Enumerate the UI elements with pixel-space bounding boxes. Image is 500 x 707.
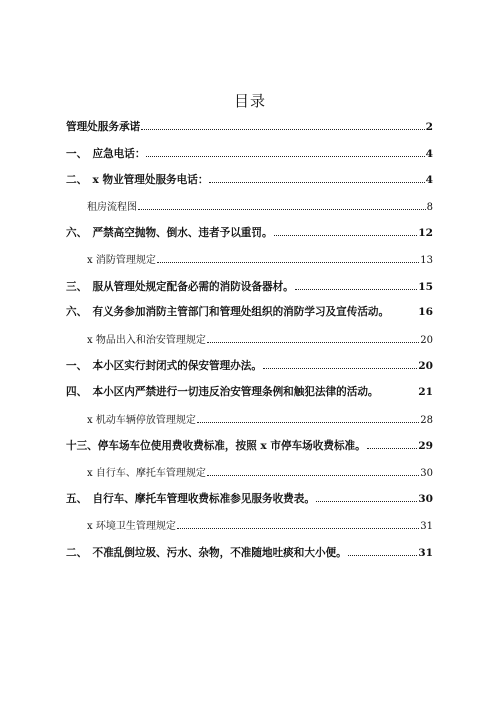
toc-page-number: 31 [418,546,433,559]
page-title: 目录 [233,92,266,110]
toc-entry[interactable] [66,411,433,438]
toc-entry-title: x 机动车辆停放管理规定 [87,414,196,426]
toc-page-number: 12 [418,227,433,240]
toc-entry-title: 四、 本小区内严禁进行一切违反治安管理条例和触犯法律的活动。 [66,385,379,398]
toc-entry[interactable] [66,437,433,464]
toc-entry[interactable] [66,278,433,305]
toc-entry[interactable] [66,145,433,172]
toc-entry[interactable] [66,464,433,491]
toc-leader-dots [390,304,417,315]
toc-page-number: 20 [420,334,433,346]
toc-leader-dots [316,490,417,502]
toc-leader-dots [141,118,424,130]
toc-entry[interactable] [66,304,433,331]
toc-leader-dots [177,517,419,529]
toc-entry-title: x 环境卫生管理规定 [87,520,176,532]
toc-entry[interactable] [66,251,433,278]
toc-entry-title: 三、 服从管理处规定配备必需的消防设备器材。 [66,280,294,293]
toc-page-number: 29 [418,440,433,453]
toc-entry-title: 租房流程图 [87,201,137,213]
toc-entry[interactable] [66,357,433,384]
toc-entry-title: 十三、停车场车位使用费收费标准，按照 x 市停车场收费标准。 [66,440,366,453]
toc-leader-dots [367,437,418,449]
toc-page-number: 21 [418,385,433,398]
toc-entry[interactable] [66,331,433,358]
toc-entry[interactable] [66,490,433,517]
toc-leader-dots [263,357,417,369]
toc-entry[interactable] [66,224,433,251]
toc-entry-title: x 消防管理规定 [87,254,156,266]
toc-entry-title: 一、 应急电话： [66,147,146,160]
toc-leader-dots [209,171,424,183]
toc-page-number: 4 [425,174,433,187]
toc-entry[interactable] [66,198,433,225]
toc-entry-title: x 自行车、摩托车管理规定 [87,467,206,479]
toc-page-number: 28 [420,414,433,426]
toc-page-number: 2 [425,121,433,133]
toc-entry-title: 二、 不准乱倒垃圾、污水、杂物，不准随地吐痰和大小便。 [66,546,347,559]
toc-entry-title: x 物品出入和治安管理规定 [87,334,206,346]
toc-entry-title: 管理处服务承诺 [66,121,141,133]
toc-entry-title: 六、 严禁高空抛物、倒水、违者予以重罚。 [66,227,273,240]
toc-entry[interactable] [66,384,433,411]
toc-page-number: 31 [420,520,433,532]
table-of-contents [66,118,433,570]
toc-page-number: 30 [418,493,433,506]
toc-leader-dots [146,145,424,157]
toc-leader-dots [380,384,418,395]
toc-leader-dots [157,251,419,263]
toc-page-number: 4 [425,147,433,160]
toc-entry[interactable] [66,544,433,571]
toc-leader-dots [274,224,418,236]
toc-leader-dots [207,331,419,343]
toc-page-number: 20 [418,360,433,373]
toc-leader-dots [295,278,417,290]
toc-entry[interactable] [66,171,433,198]
toc-leader-dots [197,411,419,423]
toc-page-number: 13 [420,254,433,266]
toc-entry-title: 六、 有义务参加消防主管部门和管理处组织的消防学习及宣传活动。 [66,306,390,319]
toc-leader-dots [348,544,418,556]
toc-entry[interactable] [66,517,433,544]
toc-leader-dots [207,464,419,476]
toc-leader-dots [138,198,426,210]
toc-page-number: 30 [420,467,433,479]
toc-entry[interactable] [66,118,433,145]
toc-page-number: 8 [426,201,433,213]
toc-entry-title: 五、 自行车、摩托车管理收费标准参见服务收费表。 [66,493,315,506]
toc-entry-title: 二、 x 物业管理处服务电话： [66,174,209,187]
toc-entry-title: 一、 本小区实行封闭式的保安管理办法。 [66,360,262,373]
toc-page-number: 16 [418,306,433,319]
toc-page-number: 15 [418,280,433,293]
